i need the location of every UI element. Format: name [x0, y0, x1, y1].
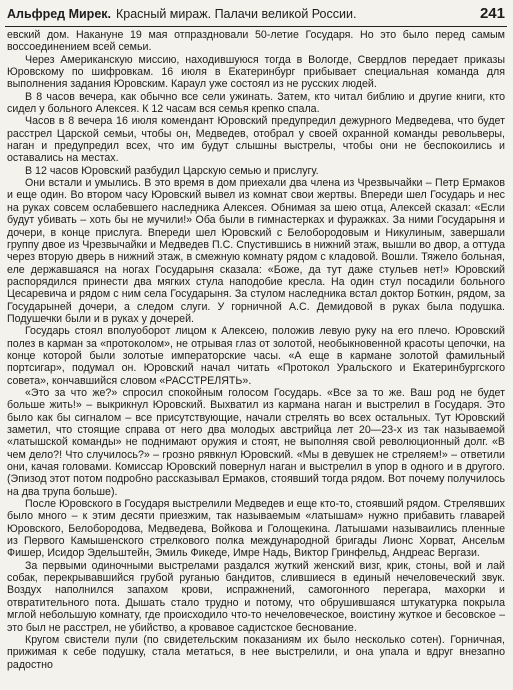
paragraph-6: Они встали и умылись. В это время в дом приехали два члена из Чрезвычайки – Петр Ермаков и еще один. Во втором часу Юровский вывел из комнат свои жертвы. Впереди шел Государь и нес на руках совсем ослабевшего наследника Алексея. Обнимая за шею отца, Алексей сказал: «Если будут убивать – хоть бы не мучили!» Оба были в гимнастерках и фуражках. За ними Государыня и дочери, в конце прислуга. Впереди шел Юровский с Белобородовым и Никулиным, завершали группу двое из Чрезвычайки и Медведев П.С. Спустившись в нижний этаж, вышли во двор, а оттуда через вторую дверь в нижний этаж, в смежную комнату рядом с кладовой. Вошли. Тяжело больная, еле державшаяся на ногах Государыня сказала: «Боже, да тут даже стульев нет!» Юровский распорядился принести два мягких стула наподобие кресла. На один стул посадили больного Цесаревича и рядом с ним села Государыня. За стулом наследника встал доктор Боткин, рядом, за Государыней дочери, а следом слуги. У горничной А.С. Демидовой в руках была подушка. Подушечки были и в руках у дочерей.: [7, 177, 505, 325]
paragraph-3: В 8 часов вечера, как обычно все сели ужинать. Затем, кто читал библию и другие книги, кто сидел у больного Алексея. К 12 часам вся семья крепко спала.: [7, 90, 505, 116]
header-author: Альфред Мирек.: [7, 7, 111, 21]
header-title: Красный мираж. Палачи великой России.: [116, 7, 357, 21]
paragraph-2: Через Американскую миссию, находившуюся тогда в Вологде, Свердлов передает приказы Юровскому по шифровкам. 16 июля в Екатеринбург прибывает специальная команда для выполнения задания Юровским. Караул уже состоял из не русских людей.: [7, 53, 505, 91]
paragraph-10: За первыми одиночными выстрелами раздался жуткий женский визг, крик, стоны, вой и лай собак, перекрывавшийся грубой руганью бандитов, слившиеся в единый нечеловеческий звук. Воздух наполнился запахом крови, испражнений, самогонного перегара, махорки и отвратительного пота. Дышать стало трудно и потому, что обрушившаяся штукатурка покрыла мглой небольшую комнату, где происходило что-то нечеловеческое, воистину жуткое и бесовское – это был не расстрел, не убийство, а кровавое садистское беснование.: [7, 559, 505, 634]
running-header: [5, 5, 507, 27]
paragraph-9: После Юровского в Государя выстрелили Медведев и еще кто-то, стоявший рядом. Стрелявших было много – к этим десяти приезжим, так называемым «латышам» нужно прибавить главарей Юровского, Белобородова, Медведева, Войкова и Голощекина. Латышами называились пленные из Первого Камышенского стрелкового полка международной бригады Лионс Хорват, Ансельм Фишер, Исидор Эдельштейн, Эмиль Фикеде, Имре Надь, Виктор Гринфельд, Андреас Вергази.: [7, 498, 505, 560]
paragraph-7: Государь стоял вполуоборот лицом к Алексею, положив левую руку на его плечо. Юровский полез в карман за «протоколом», не отрывая глаз от золотой, необыкновенной красоты цепочки, на конце которой были золотые императорские часы. «А еще в кармане золотой фамильный портсигар», подумал он. Юровский начал читать «Протокол Уральского и Екатеринбургского совета», кончавшийся словом «РАССТРЕЛЯТЬ».: [7, 325, 505, 387]
paragraph-11: Кругом свистели пули (по свидетельским показаниям их было несколько сотен). Горничная, прижимая к себе подушку, стала метаться, в нее выстрелили, и она упала и вдруг внезапно радостно: [7, 633, 505, 671]
page-number: 241: [479, 5, 505, 22]
paragraph-1: евский дом. Накануне 19 мая отпраздновали 50-летие Государя. Но это было перед самым воссоединением всей семьи.: [7, 29, 505, 54]
page-body: [5, 27, 507, 671]
paragraph-4: Часов в 8 вечера 16 июля комендант Юровский предупредил дежурного Медведева, что будет расстрел Царской семьи, чтобы он, Медведев, отобрал у своей охранной команды револьверы, наган и предупредил всех, что им будут слышны выстрелы, чтобы они не беспокоились и оставались на местах.: [7, 115, 505, 165]
paragraph-8: «Это за что же?» спросил спокойным голосом Государь. «Все за то же. Ваш род не будет больше жить!» – выкрикнул Юровский. Выхватил из кармана наган и выстрелил в Государя. Это было как бы сигналом – все присутствующие, начали стрелять во всех остальных. Тут Юровский заметил, что стоящие справа от него два молодых австрийца лет 20—23-х из так называемой «латышской команды» не поднимают оружия и стоят, не выполняя свой революционный долг. «В чем дело?! Что случилось?» – грозно рявкнул Юровский. «Мы в девушек не стреляем!» – ответили они, качая головами. Комиссар Юровский повернул наган и выстрелил в упор в одного и в другого. (Эпизод этот потом подробно рассказывал Ермаков, стоявший тогда рядом. Вот почему получилось на два трупа больше).: [7, 386, 505, 498]
paragraph-5: В 12 часов Юровский разбудил Царскую семью и прислугу.: [25, 164, 319, 177]
